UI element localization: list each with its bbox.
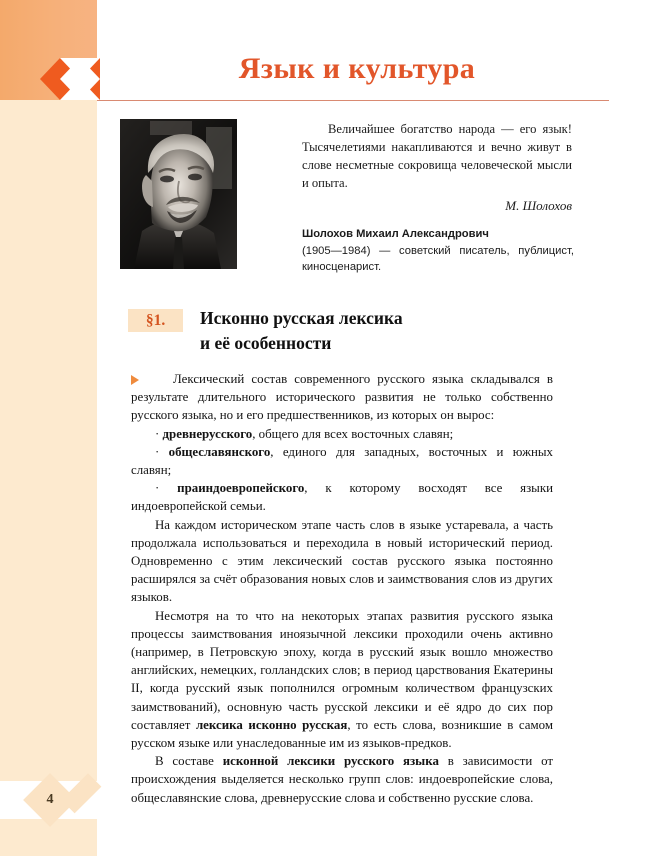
- header-divider: [97, 100, 609, 101]
- bullet-dot: ·: [155, 481, 160, 496]
- paragraph-intro: [131, 370, 553, 425]
- diamond-logo-icon: [40, 58, 100, 100]
- page-number: 4: [46, 792, 54, 807]
- paragraph-borrowings-emphasis: лексика исконно русская: [195, 717, 348, 732]
- bullet-dot: ·: [155, 444, 160, 459]
- triangle-marker-icon: [131, 375, 139, 385]
- bullet-rest: , единого для западных, восточных и южных славян;: [131, 444, 553, 478]
- section-number-label: §1.: [145, 312, 166, 329]
- section-title-line-2: и её особенности: [200, 333, 332, 353]
- logo-white-notch: [60, 58, 100, 100]
- paragraph-groups-part-a: В составе: [155, 754, 223, 769]
- section-title: [200, 306, 560, 356]
- bullet-rest: , к которому восходят все языки индоевропейской семьи.: [131, 481, 553, 514]
- bullet-rest: , общего для всех восточных славян;: [252, 426, 454, 441]
- paragraph-groups-emphasis: исконной лексики русского языка: [222, 754, 439, 769]
- body-content: [131, 370, 553, 807]
- paragraph-intro-text: Лексический состав современного русского языка складывался в результате длительного исторического развития не только собственно русского языка, но и его предшественников, из которых он вырос:: [131, 372, 553, 423]
- list-item: [131, 425, 553, 443]
- bullet-term: древнерусского: [162, 426, 253, 441]
- section-number-badge: [128, 309, 183, 332]
- paragraph-groups: [131, 752, 553, 807]
- bullet-term: общеславянского: [168, 444, 271, 459]
- author-name: Шолохов Михаил Александрович: [302, 228, 489, 240]
- origin-list: [131, 425, 553, 516]
- paragraph-borrowings: [131, 607, 553, 753]
- side-column-bottom-band: [0, 100, 97, 856]
- section-title-line-1: Исконно русская лексика: [200, 308, 403, 328]
- decorative-side-column: [0, 0, 97, 856]
- author-years: (1905—1984): [302, 244, 371, 257]
- paragraph-borrowings-part-a: Несмотря на то что на некоторых этапах развития русского языка процессы заимствования иноязычной лексики проходили очень активно (например, в Петровскую эпоху, когда в русский язык вошло множество английских, немецких, голландских слов; в период царствования Екатерины II, когда русский язык пополнился огромным количеством французских заимствований), основную часть русской лексики и её ядро до сих пор составляет: [131, 608, 553, 732]
- author-biography: [302, 226, 574, 276]
- epigraph-author: М. Шолохов: [505, 198, 572, 213]
- bullet-dot: ·: [155, 426, 160, 441]
- author-description: — советский писатель, публицист, киносценарист.: [302, 244, 574, 273]
- page-title: Язык и культура: [238, 52, 476, 85]
- logo-left-triangle: [40, 58, 60, 100]
- list-item: [131, 443, 553, 479]
- paragraph-groups-part-b: в зависимости от происхождения выделяется несколько групп слов: индоевропейские слова, общеславянские слова, древнерусские слова и собственно русские слова.: [131, 754, 553, 805]
- paragraph-historical: На каждом историческом этапе часть слов в языке устаревала, а часть продолжала использоваться и переходила в новый исторический период. Одновременно с этим лексический состав русского языка постоянно расширялся за счёт образования новых слов и заимствования слов из других языков.: [131, 517, 553, 605]
- author-portrait: [120, 119, 237, 269]
- bullet-term: праиндоевропейского: [177, 481, 305, 496]
- paragraph-borrowings-part-b: , то есть слова, возникшие в самом русском языке или унаследованные им из языков-предков.: [131, 717, 554, 751]
- list-item: [131, 479, 553, 515]
- epigraph-text: Величайшее богатство народа — его язык! Тысячелетиями накапливаются и вечно живут в слове несметные сокровища человеческой мысли и опыта.: [302, 122, 572, 190]
